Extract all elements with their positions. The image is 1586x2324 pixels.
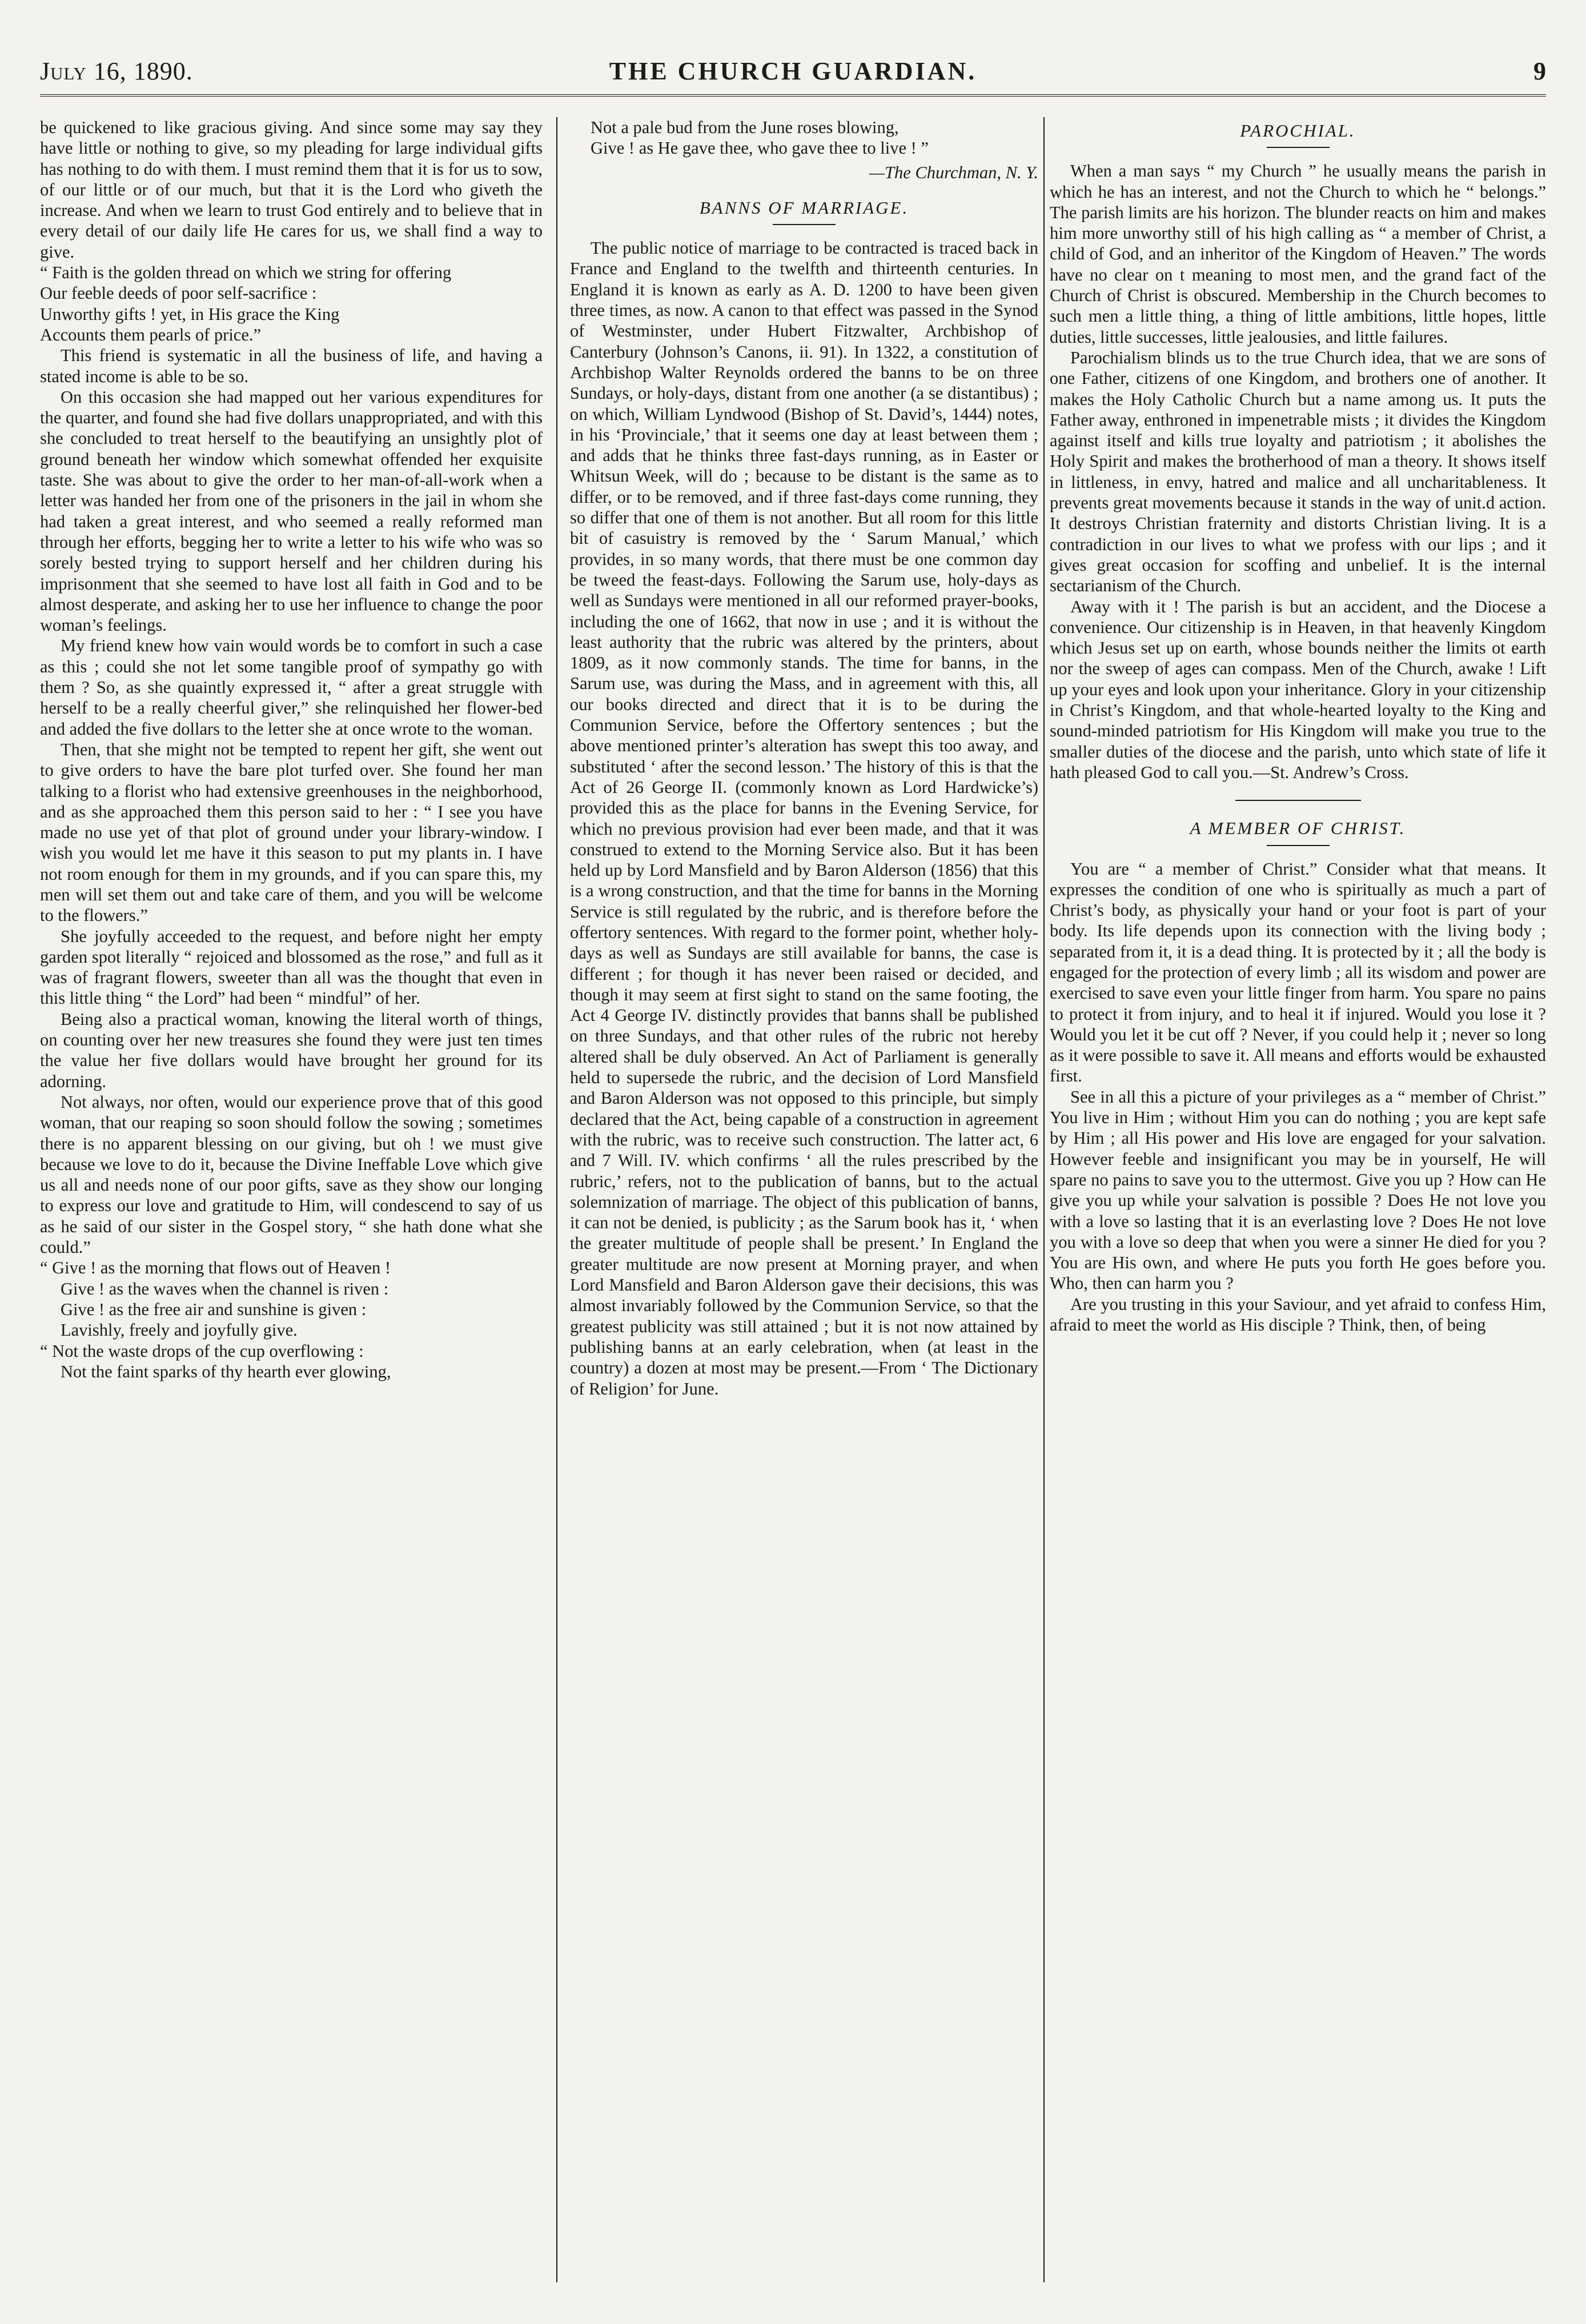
column-rule-2 — [1043, 117, 1045, 2282]
heading-rule — [1267, 147, 1330, 148]
page-header — [40, 54, 1546, 97]
paragraph: Parochialism blinds us to the true Church idea, that we are sons of one Father, citizens of one Kingdom, and brothers one of another. It makes the Holy Catholic Church but a name among us. It puts the Father away, enthroned in impenetrable mists ; it divides the Kingdom against itself and kills true loyalty and patriotism ; it abolishes the Holy Spirit and makes the brotherhood of man a theory. It shows itself in littleness, in envy, hatred and malice and all uncharitableness. It prevents great movements because it stands in the way of unit.d action. It destroys Christian fraternity and distorts Christian living. It is a contradiction in our lives to what we profess with our lips ; and it gives great occasion for scoffing and unbelief. It is the internal sectarianism of the Church. — [1050, 347, 1546, 596]
paragraph: She joyfully acceeded to the request, and before night her empty garden spot literally “ rejoiced and blossomed as the rose,” and full as it was of fragrant flowers, sweeter than all was the thought that even in this little thing “ the Lord” had been “ mindful” of her. — [40, 926, 543, 1008]
column-rule-1 — [556, 117, 557, 2282]
paragraph: My friend knew how vain would words be to comfort in such a case as this ; could she not let some tangible proof of sympathy go with them ? So, as she quaintly expressed it, “ after a great struggle with herself to be a really cheerful giver,” she relinquished her flower-bed and added the five dollars to the letter she at once wrote to the woman. — [40, 636, 543, 739]
paragraph: The public notice of marriage to be contracted is traced back in France and England to the twelfth and thirteenth centuries. In England it is known as early as A. D. 1200 to have been given three times, as now. A canon to that effect was passed in the Synod of Westminster, under Hubert Fitzwalter, Archbishop of Canterbury (Johnson’s Canons, ii. 91). In 1322, a constitution of Archbishop Walter Reynolds ordered the banns to be on three Sundays, or holy-days, distant from one another (a se distantibus) ; on which, William Lyndwood (Bishop of St. David’s, 1444) notes, in his ‘Provinciale,’ that it seems one day at least between them ; and adds that he thinks three fast-days running, as in Easter or Whitsun Week, will do ; because to be distant is the same as to differ, or to be removed, and if three fast-days come running, they so differ that one of them is not another. But all room for this little bit of casuistry is removed by the ‘ Sarum Manual,’ which provides, in so many words, that there must be one common day be tweed the feast-days. Following the Sarum use, holy-days as well as Sundays were mentioned in all our reformed prayer-books, including the one of 1662, that now in use ; and it is without the least authority that the rubric was altered by the printers, about 1809, as it now commonly stands. The time for banns, in the Sarum use, was during the Mass, and in agreement with this, all our books directed and direct that it is to be during the Communion Service, before the Offertory sentences ; but the above mentioned printer’s alteration has swept this too away, and substituted ‘ after the second lesson.’ The history of this is that the Act of 26 George II. (commonly known as Lord Hardwicke’s) provided this as the place for banns in the Evening Service, for which no previous provision had ever been made, and that it was construed to extend to the Morning Service also. But it has been held up by Lord Mansfield and by Baron Alderson (1856) that this is a wrong construction, and that the time for banns in the Morning Service is still regulated by the rubric, and is therefore before the offertory sentences. With regard to the former point, whether holy-days as well as Sundays are still available for banns, the case is different ; for though it has never been raised or decided, and though it may seem at first sight to stand on the same footing, the Act 4 George IV. distinctly provides that banns shall be published on three Sundays, and that other rules of the rubric not hereby altered shall be duly observed. An Act of Parliament is generally held to supersede the rubric, and the decision of Lord Mansfield and Baron Alderson was not opposed to this principle, but simply declared that the Act, being capable of a construction in agreement with the rubric, was to receive such construction. The latter act, 6 and 7 Will. IV. which confirms ‘ all the rules prescribed by the rubric,’ refers, not to the publication of banns, but to the actual solemnization of marriage. The object of this publication of banns, it can not be denied, is publicity ; as the Sarum book has it, ‘ when the greater multitude of people shall be present.’ In England the greater multitude are now present at Morning prayer, and when Lord Mansfield and Baron Alderson gave their decisions, this was almost invariably followed by the Communion Service, so that the greatest publicity was still attained ; but it is not now attained by publishing banns at an early celebration, when (at least in the country) a dozen at most may be present.—From ‘ The Dictionary of Religion’ for June. — [570, 238, 1038, 1399]
paragraph: You are “ a member of Christ.” Consider what that means. It expresses the condition of one who is spiritually as much a part of Christ’s body, as physically your hand or your foot is part of your body. Its life depends upon its connection with the living body ; separated from it, it is a dead thing. It is protected by it ; all the body is engaged for the protection of every limb ; all its wisdom and power are exercised to save even your little finger from harm. You spare no pains to protect it from injury, and to heal it if injured. Would you lose it ? Would you let it be cut off ? Never, if you could help it ; never so long as it were possible to save it. All means and efforts would be exhausted first. — [1050, 859, 1546, 1086]
masthead-title: THE CHURCH GUARDIAN. — [609, 57, 977, 85]
paragraph: This friend is systematic in all the business of life, and having a stated income is able to be so. — [40, 346, 543, 386]
verse-line: Give ! as He gave thee, who gave thee to live ! ” — [591, 138, 929, 158]
page-number: 9 — [1533, 57, 1546, 85]
heading-rule — [773, 224, 836, 225]
paragraph: On this occasion she had mapped out her various expenditures for the quarter, and found she had five dollars unappropriated, and with this she concluded to treat herself to the beautifying an unsightly plot of ground beneath her window which somewhat offended her exquisite taste. She was about to give the order to her man-of-all-work when a letter was handed her from one of the prisoners in the jail in whom she had taken a great interest, and who seemed a really reformed man through her efforts, begging her to write a letter to his wife who was so sorely bested trying to support herself and her children during his imprisonment that she seemed to have lost all faith in God and to be almost desperate, and asking her to use her influence to change the poor woman’s feelings. — [40, 387, 543, 635]
verse-line: Lavishly, freely and joyfully give. — [61, 1320, 298, 1340]
article-heading-member: A MEMBER OF CHRIST. — [1190, 818, 1406, 839]
article-heading-parochial: PAROCHIAL. — [1240, 121, 1356, 141]
article-heading-banns: BANNS OF MARRIAGE. — [699, 197, 909, 218]
column-3 — [1050, 117, 1546, 2288]
verse-line: Not a pale bud from the June roses blowing, — [591, 118, 899, 137]
verse-line: Our feeble deeds of poor self-sacrifice : — [40, 283, 317, 303]
verse-line: Give ! as the free air and sunshine is given : — [61, 1299, 367, 1319]
paragraph: When a man says “ my Church ” he usually means the parish in which he has an interest, and not the Church to which he “ belongs.” The parish limits are his horizon. The blunder reacts on him and makes him more unworthy still of his high calling as “ a member of Christ, a child of God, and an inheritor of the Kingdom of Heaven.” The words have no clear on t meaning to most men, and the grand fact of the Church of Christ is obscured. Membership in the Church becomes to such men a little thing, a thing of little ambitions, little hopes, little duties, little successes, little jealousies, and little failures. — [1050, 161, 1546, 347]
paragraph: Away with it ! The parish is but an accident, and the Diocese a convenience. Our citizenship is in Heaven, in that heavenly Kingdom which Jesus set up on earth, whose bounds neither the limits ot earth nor the sweep of ages can compass. Men of the Church, awake ! Lift up your eyes and look upon your inheritance. Glory in your citizenship in Christ’s Kingdom, and that whole-hearted loyalty to the King and sound-minded patriotism for His Kingdom will make you true to the smaller duties of the diocese and the parish, unto which state of life it hath pleased God to call you.—St. Andrew’s Cross. — [1050, 596, 1546, 782]
verse-line: “ Faith is the golden thread on which we string for offering — [40, 263, 452, 283]
verse-line: Unworthy gifts ! yet, in His grace the King — [40, 304, 340, 324]
verse-line: “ Not the waste drops of the cup overflowing : — [40, 1341, 364, 1361]
paragraph: Then, that she might not be tempted to repent her gift, she went out to give orders to have the bare plot turfed over. She found her man talking to a florist who had extensive greenhouses in the neighborhood, and as she approached them this person said to her : “ I see you have made no use yet of that plot of ground under your library-window. I wish you would let me have it this season to put my plants in. I have not room enough for them in my grounds, and if you can spare this, my men will set them out and take care of them, and you will be welcome to the flowers.” — [40, 739, 543, 925]
heading-rule — [1267, 845, 1330, 846]
verse-line: Give ! as the waves when the channel is riven : — [61, 1279, 389, 1299]
column-1 — [40, 117, 543, 2288]
paragraph: Are you trusting in this your Saviour, and yet afraid to confess Him, afraid to meet the world as His disciple ? Think, then, of being — [1050, 1294, 1546, 1335]
paragraph: Being also a practical woman, knowing the literal worth of things, on counting over her new treasures she found they were just ten times the value her five dollars would have brought her ground for its adorning. — [40, 1009, 543, 1091]
verse-line: Not the faint sparks of thy hearth ever glowing, — [61, 1361, 391, 1381]
article-separator — [1235, 800, 1361, 801]
verse-line: Accounts them pearls of price.” — [40, 324, 262, 344]
paragraph: See in all this a picture of your privileges as a “ member of Christ.” You live in Him ; without Him you can do nothing ; you are kept safe by Him ; all His power and His love are engaged for your salvation. However feeble and insignificant you may be in yourself, He will spare no pains to save you to the uttermost. Give you up ? How can He give you up while your salvation is possible ? Does He not love you with a love so lasting that it is an everlasting love ? Does He not love you with a love so deep that when you were a sinner He died for you ? You are His own, and where He puts you forth He goes before you. Who, then can harm you ? — [1050, 1087, 1546, 1293]
column-2 — [570, 117, 1038, 2288]
citation: —The Churchman, N. Y. — [869, 162, 1038, 182]
paragraph: Not always, nor often, would our experience prove that of this good woman, that our reaping so soon should follow the sowing ; sometimes there is no apparent blessing on our giving, but oh ! we must give because we love to do it, because the Divine Ineffable Love which give us all and needs none of our poor gifts, save as they show our longing to express our love and gratitude to Him, will condescend to say of us as he said of our sister in the Gospel story, “ she hath done what she could.” — [40, 1092, 543, 1257]
verse-line: “ Give ! as the morning that flows out of Heaven ! — [40, 1258, 391, 1278]
issue-date: July 16, 1890. — [40, 57, 193, 85]
paragraph: be quickened to like gracious giving. And since some may say they have little or nothing to give, so my pleading for large individual gifts has nothing to do with them. I must remind them that it is for us to sow, of our little or of our much, but that it is the Lord who giveth the increase. And when we learn to trust God entirely and to believe that in every detail of our daily life He cares for us, we shall find a way to give. — [40, 118, 543, 262]
